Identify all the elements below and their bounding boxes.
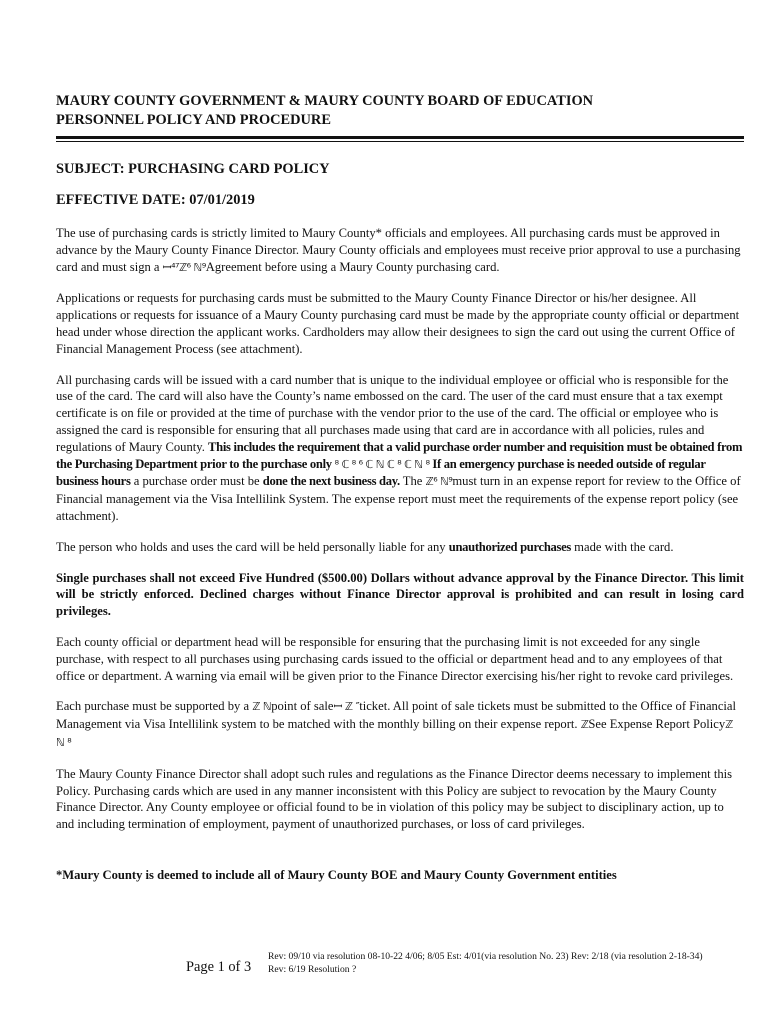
effective-date: EFFECTIVE DATE: 07/01/2019: [56, 192, 255, 208]
paragraph-responsibility: Each county official or department head will be responsible for ensuring that the purchasing limit is not exceeded for any single purchase, with respect to all purchases using purchasing cards issued to the official or department head and to any employees of that office or department. A warning via email will be given prior to the Finance Director exercising his/her right to revoke card privileges.: [56, 634, 734, 683]
text: Each purchase must be supported by a: [56, 699, 253, 714]
garbled-text: ℤ ℕ: [252, 700, 272, 714]
text: Agreement before using a Maury County purchasing card.: [205, 259, 500, 274]
emphasis-text: This includes the requirement that a valid purchase order number and requisition must be obtained from the Purchasing Department prior to the purchase: [56, 439, 743, 471]
text: ticket. All point of sale tickets must be submitted to the Office of Financial Management via Visa Intellilink system to be matched with the monthly billing on their expense report.: [56, 699, 737, 732]
paragraph-purchase-limit: Single purchases shall not exceed Five Hundred ($500.00) Dollars without advance approval by the Finance Director. This limit will be strictly enforced. Declined charges without Finance Director approval is prohibited and can result in losing card privileges.: [56, 570, 744, 619]
page-number: Page 1 of 3: [186, 959, 252, 975]
text: a purchase order must be: [130, 474, 263, 489]
text: The: [399, 474, 426, 489]
garbled-text: ℤ: [580, 718, 589, 732]
revision-line: Rev: 09/10 via resolution 08-10-22 4/06; 8/05 Est: 4/01(via resolution No. 23) Rev: 2/18 (via resolution 2-18-34): [268, 951, 703, 962]
document-page: [56, 92, 744, 884]
text: point of sale: [271, 699, 334, 714]
emphasis-text: If an emergency purchase is needed outside of regular business hours: [56, 456, 706, 489]
page-footer: [186, 950, 756, 980]
revision-line: Rev: 6/19 Resolution ?: [268, 964, 357, 975]
paragraph-enforcement: The Maury County Finance Director shall adopt such rules and regulations as the Finance Director deems necessary to implement this Policy. Purchasing cards which are used in any manner inconsistent with this Policy are subject to revocation by the Maury County Finance Director. Any County employee or official found to be in violation of this policy may be subject to disciplinary action, up to and including termination of employment, payment of unauthorized purchases, or loss of card privileges.: [56, 766, 733, 832]
paragraph-applications: Applications or requests for purchasing cards must be submitted to the Maury County Finance Director or his/her designee. All applications or requests for issuance of a Maury County purchasing card must be made by the appropriate county official or department head under whose direction the applicant works. Cardholders may allow their designees to sign the card out using the current Office of Financial Management Process (see attachment).: [56, 291, 740, 356]
paragraph-liability: [56, 539, 744, 556]
garbled-text: ℤ⁶ ℕ⁹: [425, 475, 453, 489]
emphasis-text: only: [307, 456, 335, 471]
subject-line: SUBJECT: PURCHASING CARD POLICY: [56, 161, 330, 177]
garbled-text: ⁸ ℂ ⁸ ⁶ ℂ ℕ ℂ ⁸ ℂ ℕ ⁸: [334, 457, 430, 471]
revision-notes: [268, 950, 703, 976]
paragraph-card-issuance: [56, 372, 744, 525]
paragraph-receipts: [56, 698, 744, 751]
emphasis-text: done the next business day.: [262, 474, 400, 489]
header-title: MAURY COUNTY GOVERNMENT & MAURY COUNTY BOARD OF EDUCATION: [56, 93, 594, 109]
garbled-text: ꟷ⁴⁷ℤ⁶ ℕ⁹: [162, 260, 206, 274]
paragraph-usage: [56, 225, 744, 276]
header-rule-thin: [56, 141, 744, 142]
footnote: *Maury County is deemed to include all of Maury County BOE and Maury County Government entities: [56, 867, 617, 882]
text: must turn in an expense report for review to the Office of Financial management via the Visa Intellilink System. The expense report must meet the requirements of the expense report policy (see attachment).: [56, 474, 741, 523]
text: The use of purchasing cards is strictly limited to Maury County* officials and employees. All purchasing cards must be approved in advance by the Maury County Finance Director. Maury County officials and employees must receive prior approval to use a purchasing card and must sign a: [56, 226, 741, 274]
garbled-text: ꟷ ℤ ″: [333, 700, 360, 714]
header-rule: [56, 136, 744, 139]
header-subtitle: PERSONNEL POLICY AND PROCEDURE: [56, 112, 331, 128]
emphasis-text: unauthorized purchases: [448, 539, 572, 554]
text: See Expense Report Policy: [588, 717, 726, 732]
document-header: [56, 92, 744, 142]
text: made with the card.: [571, 539, 674, 554]
text: The person who holds and uses the card will be held personally liable for any: [56, 539, 449, 554]
garbled-text: ℤ ℕ ⁸: [56, 718, 733, 749]
text: All purchasing cards will be issued with a card number that is unique to the individual employee or official who is responsible for the use of the card. The card will also have the County’s name embossed on the card. The user of the card must ensure that a tax exempt certificate is on file or provided at the time of purchase with the vendor prior to the use of the card. The official or employee who is assigned the card is responsible for ensuring that all purchases made using that card are in accordance with all policies, rules and regulations of Maury County.: [56, 372, 729, 454]
